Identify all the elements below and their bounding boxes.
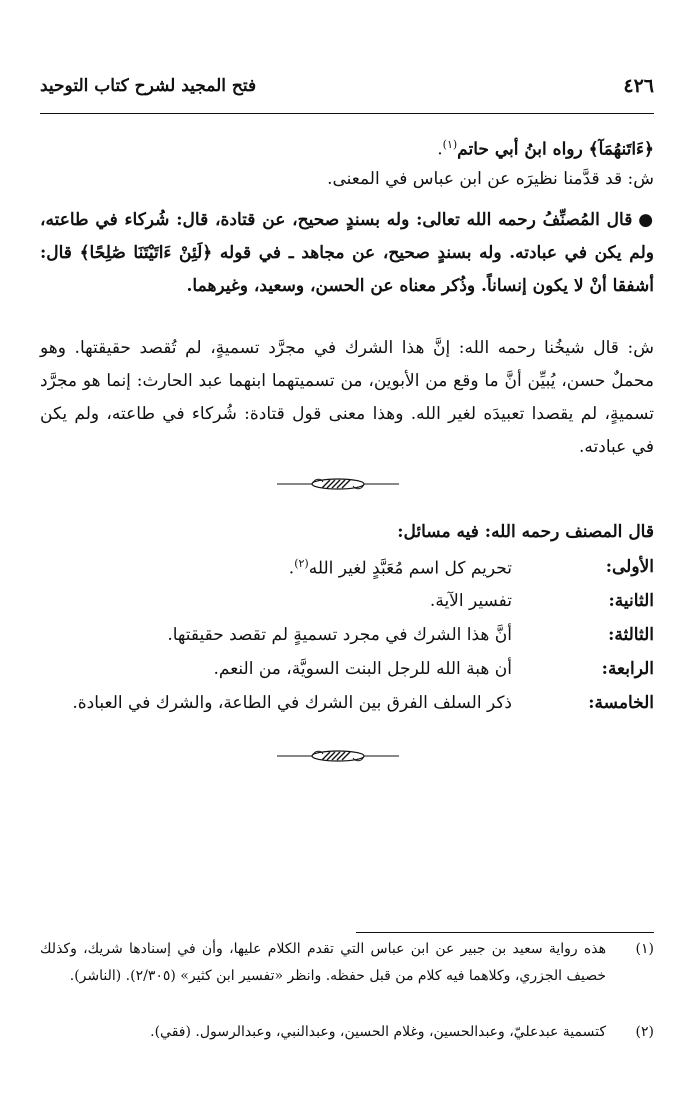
- header-rule: [40, 113, 654, 114]
- issue-text-end: .: [288, 558, 295, 579]
- page-number: ٤٢٦: [623, 75, 654, 97]
- issue-label: الأولى:: [605, 557, 654, 577]
- paragraph-2: ش: قد قدَّمنا نظيرَه عن ابن عباس في المعنى.: [327, 169, 654, 189]
- issue-item: [40, 659, 654, 689]
- issue-text: [289, 557, 512, 579]
- footnote: [40, 936, 654, 990]
- footnote-ref: (٢): [294, 557, 309, 570]
- issue-text: أنَّ هذا الشرك في مجرد تسميةٍ لم تقصد حقيقتها.: [167, 625, 512, 645]
- issue-label: الخامسة:: [588, 693, 654, 713]
- page-header: [40, 72, 654, 100]
- paragraph-text: رواه ابنُ أبي حاتم: [457, 139, 589, 160]
- paragraph-text: قال: أشفقا أنْ لا يكون إنساناً. وذُكر معناه عن الحسن، وسعيد، وغيرهما.: [40, 243, 654, 296]
- footnote-number: (١): [635, 941, 654, 957]
- footnote-number: (٢): [635, 1024, 654, 1040]
- issue-text: ذكر السلف الفرق بين الشرك في الطاعة، والشرك في العبادة.: [72, 693, 512, 713]
- issues-heading: قال المصنف رحمه الله: فيه مسائل:: [397, 522, 654, 542]
- issue-text: تفسير الآية.: [429, 591, 512, 611]
- footnote-rule: [356, 932, 654, 933]
- paragraph-end: .: [437, 139, 443, 160]
- paragraph-4: ش: قال شيخُنا رحمه الله: إنَّ هذا الشرك في مجرَّد تسميةٍ، لم تُقصد حقيقتها. وهو محملٌ حسن، يُبيِّن أنَّ ما وقع من الأبوين، من تسميتهما ابنهما عبد الحارث: إنما هو مجرَّد تسميةٍ، لم يقصدا تعبيدَه لغير الله. وهذا معنى قول قتادة: شُركاء في طاعته، ولم يكن في عبادته.: [40, 338, 654, 457]
- issue-text: أن هبة الله للرجل البنت السويَّة، من النعم.: [213, 659, 512, 679]
- ornament-divider-icon: [277, 746, 399, 766]
- footnote-text: كتسمية عبدعليّ، وعبدالحسين، وغلام الحسين، وعبدالنبي، وعبدالرسول. (فقي).: [150, 1024, 606, 1040]
- paragraph-1: [40, 128, 654, 167]
- issue-label: الثالثة:: [608, 625, 654, 645]
- footnote-text: هذه رواية سعيد بن جبير عن ابن عباس التي تقدم الكلام عليها، وأن في إسنادها شريك، وكذلك خصيف الجزري، وكلاهما فيه كلام من قبل حفظه. وانظر «تفسير ابن كثير» (٢/٣٠٥). (الناشر).: [40, 941, 606, 984]
- issue-text-body: تحريم كل اسم مُعَبَّدٍ لغير الله: [308, 558, 512, 579]
- issue-label: الثانية:: [608, 591, 654, 611]
- quran-quote: ﴿لَئِنْ ءَاتَيْتَنَا صَٰلِحًا﴾: [79, 243, 213, 263]
- bullet-icon: ●: [638, 210, 654, 230]
- quran-quote: ﴿ءَاتَنهُمَآ﴾: [588, 139, 654, 160]
- issue-item: [40, 625, 654, 655]
- paragraph-3: [40, 204, 654, 303]
- footnote: [40, 1019, 654, 1046]
- ornament-divider-icon: [277, 474, 399, 494]
- running-title: فتح المجيد لشرح كتاب التوحيد: [40, 76, 257, 96]
- issue-item: [40, 693, 654, 723]
- paragraph-text: قال المُصنِّفُ رحمه الله تعالى: وله بسندٍ صحيح، عن قتادة، قال: شُركاء في طاعته، ولم يكن في عبادته. وله بسندٍ صحيح، عن مجاهد ـ في قوله: [40, 210, 654, 263]
- issue-item: [40, 591, 654, 621]
- issue-item: [40, 557, 654, 587]
- footnote-ref: (١): [442, 138, 458, 151]
- issue-label: الرابعة:: [601, 659, 654, 679]
